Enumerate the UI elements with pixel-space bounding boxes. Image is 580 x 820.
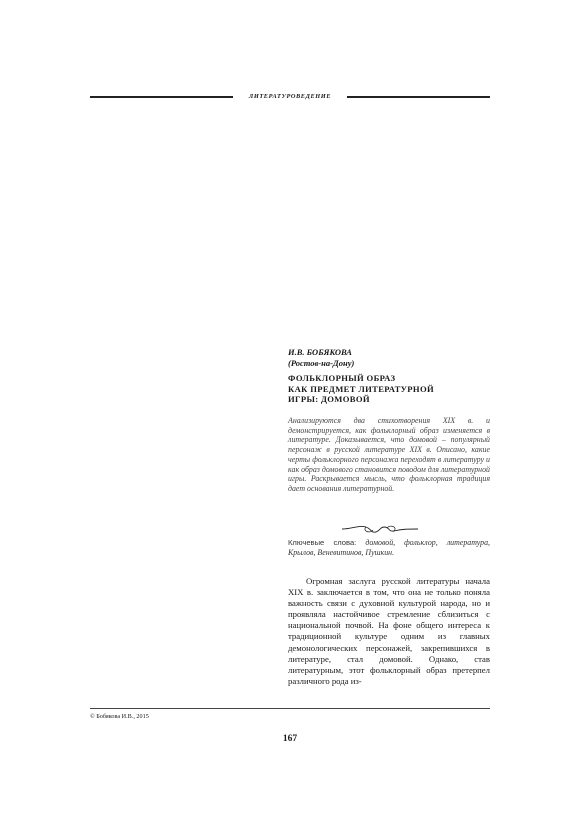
title-line: ФОЛЬКЛОРНЫЙ ОБРАЗ	[288, 373, 396, 383]
abstract	[288, 416, 490, 494]
author-name: И.В. БОБЯКОВА	[288, 347, 352, 357]
title-line: КАК ПРЕДМЕТ ЛИТЕРАТУРНОЙ	[288, 383, 435, 394]
keywords-label: Ключевые слова:	[288, 538, 357, 547]
page-number: 167	[282, 734, 298, 744]
title-line: ИГРЫ: ДОМОВОЙ	[288, 394, 370, 404]
abstract-text: Анализируются два стихотворения XIX в. и демонстрируется, как фольклорный образ изменяется в литературе. Доказывается, что домовой – популярный персонаж в русской литературе XIX в. Описано, какие черты фольклорного персонажа переходят в литературу и как образ домового становится поводом для литературной игры. Раскрывается мысль, что фольклорная традиция дает основания литературной.	[288, 416, 490, 493]
keywords-list: домовой, фольклор, литература, Крылов, Веневитинов, Пушкин.	[288, 538, 490, 557]
footnote-rule	[90, 708, 490, 709]
keywords	[288, 538, 490, 557]
ornament-divider	[340, 523, 420, 535]
author-affiliation: (Ростов-на-Дону)	[288, 358, 355, 368]
copyright-note: © Бобякова И.В., 2015	[90, 713, 149, 720]
header-rule-right	[347, 96, 490, 98]
section-label: ЛИТЕРАТУРОВЕДЕНИЕ	[248, 93, 332, 100]
body-text	[288, 576, 490, 687]
header-rule-left	[90, 96, 233, 98]
body-paragraph: Огромная заслуга русской литературы начала XIX в. заключается в том, что она не только поняла важность связи с духовной культурой народа, но и проявляла настойчивое стремление сблизиться с национальной почвой. На фоне общего интереса к традиционной культуре одним из главных демонологических персонажей, закрепившихся в литературе, стал домовой. Однако, став литературным, этот фольклорный образ претерпел различного рода из-	[288, 576, 490, 686]
article-title	[288, 373, 490, 405]
running-header	[90, 91, 490, 103]
